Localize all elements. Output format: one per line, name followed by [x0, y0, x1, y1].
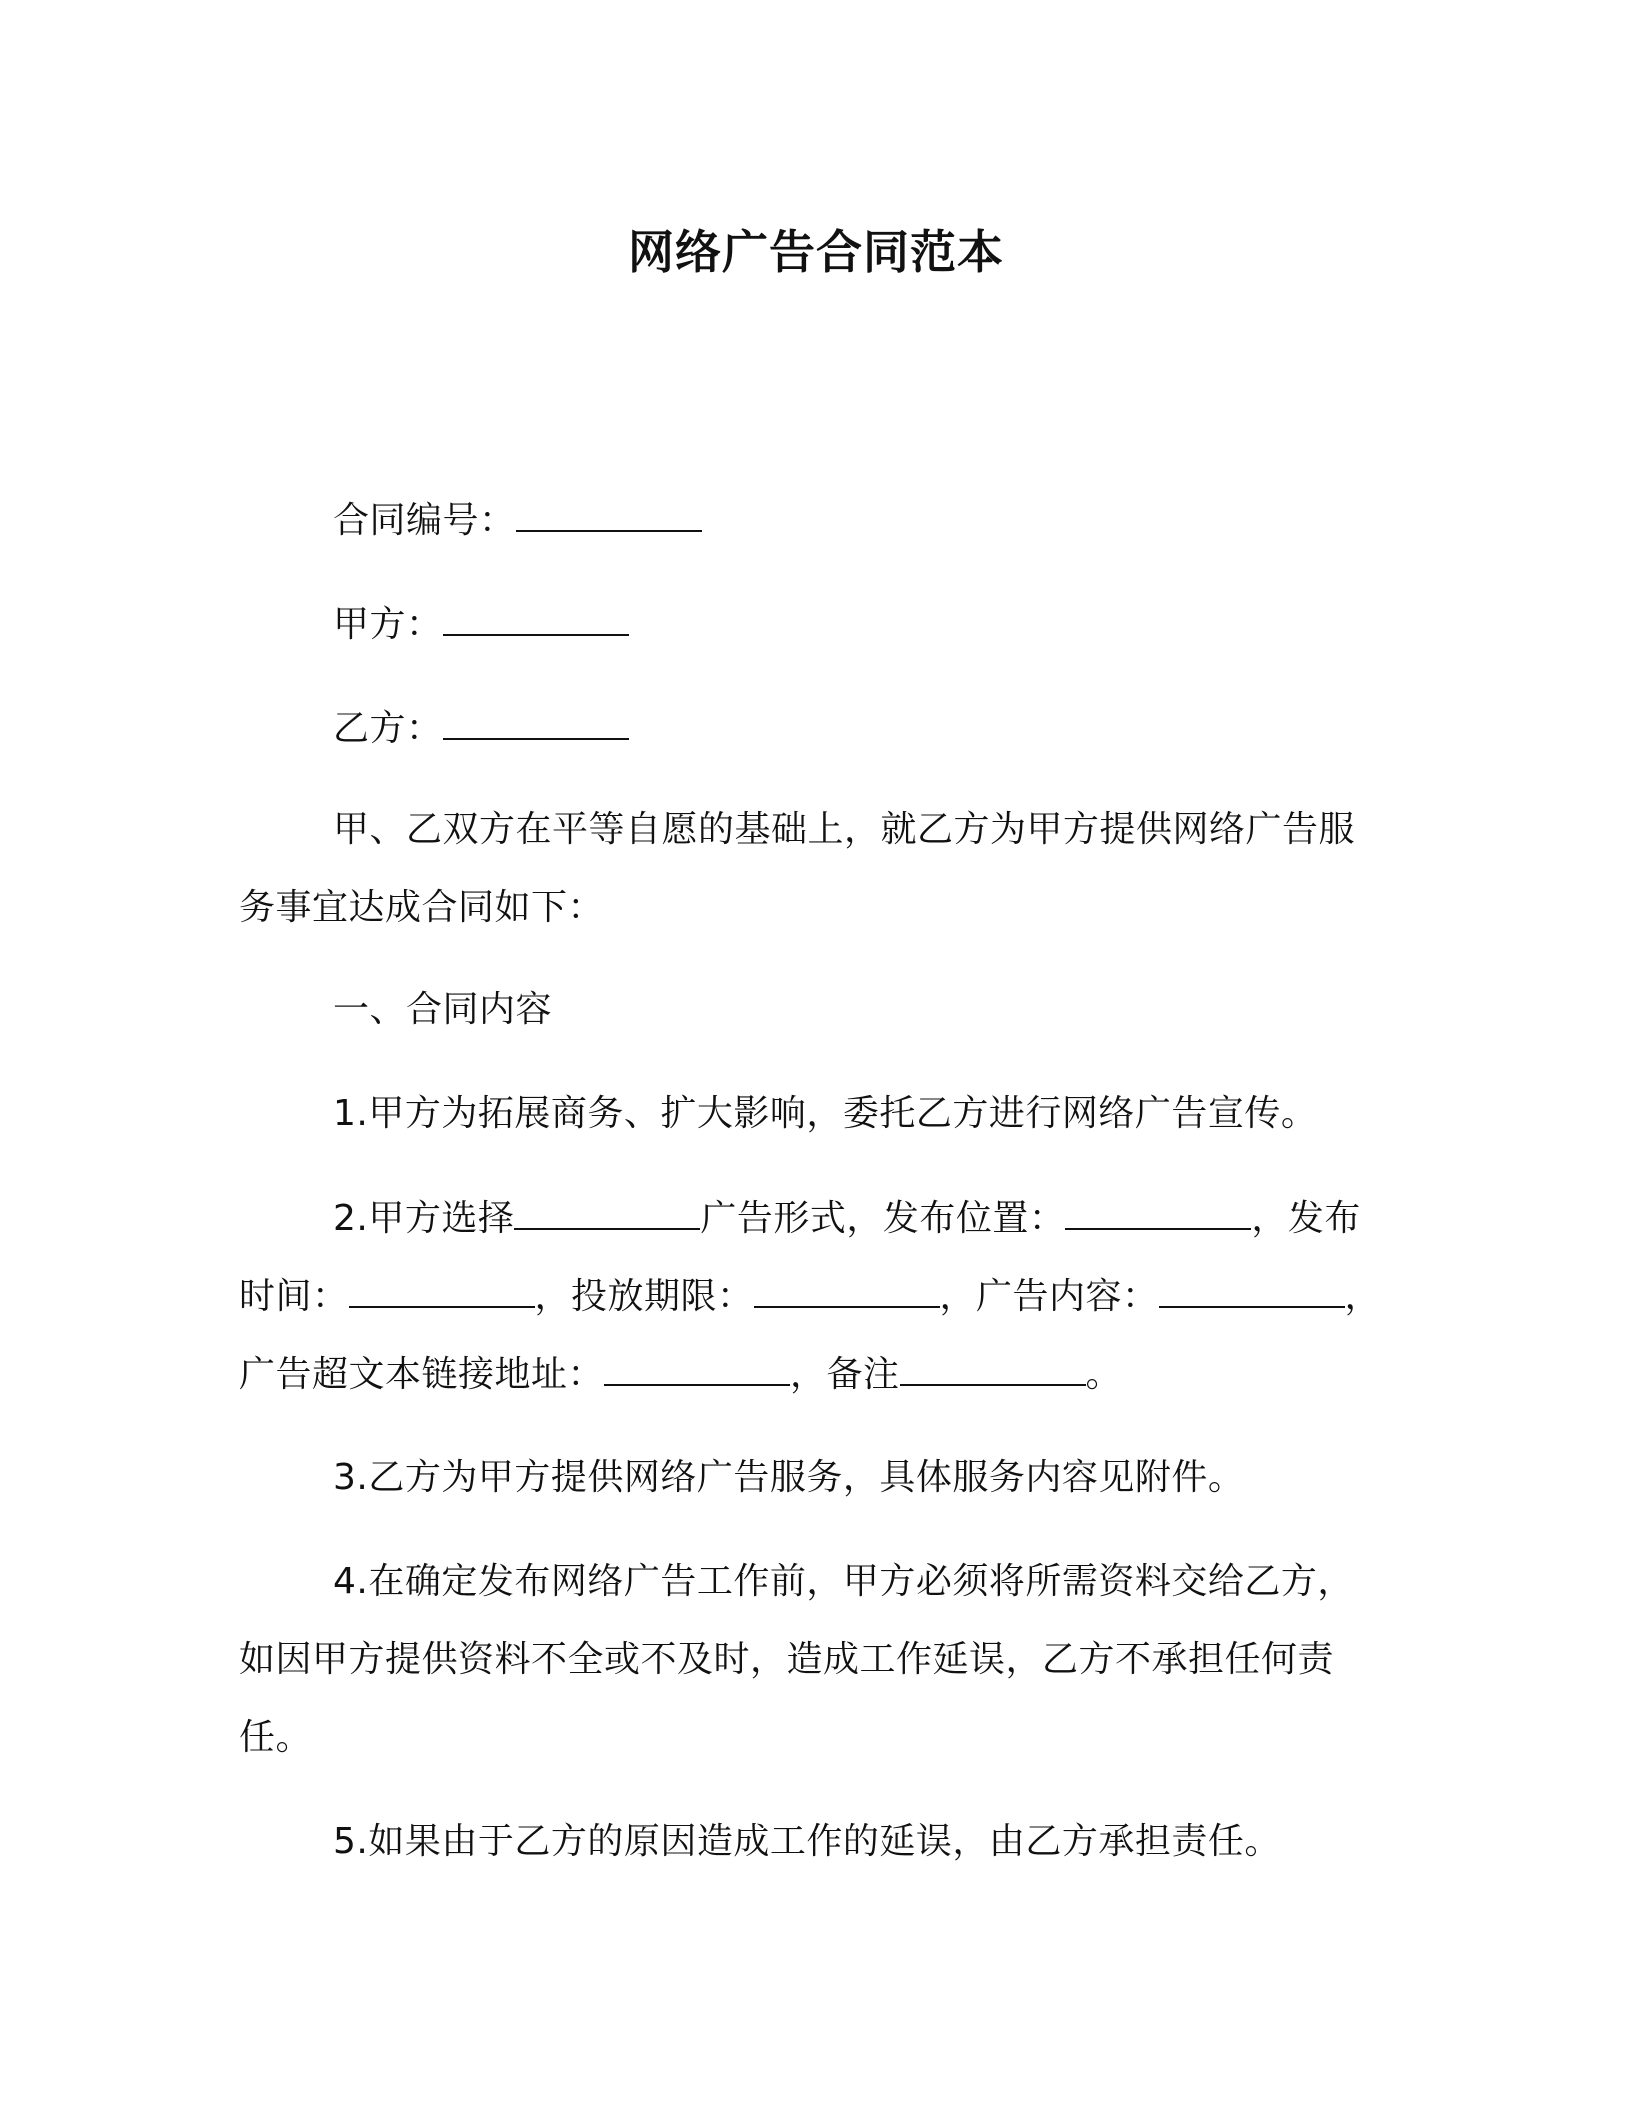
clause-4-line-1: 4.在确定发布网络广告工作前，甲方必须将所需资料交给乙方，: [333, 1561, 1354, 1602]
remark-blank: [900, 1350, 1086, 1386]
party-a-blank: [443, 600, 629, 636]
intro-line-1: 甲、乙双方在平等自愿的基础上，就乙方为甲方提供网络广告服: [333, 809, 1356, 850]
party-b-line: [333, 704, 629, 753]
clause-1: 1.甲方为拓展商务、扩大影响，委托乙方进行网络广告宣传。: [333, 1093, 1318, 1134]
party-a-label: 甲方：: [333, 604, 443, 645]
clause-2-text-d: 时间：: [239, 1276, 349, 1317]
ad-content-blank: [1159, 1272, 1345, 1308]
publish-time-blank: [349, 1272, 535, 1308]
clause-2-line-1: [333, 1194, 1361, 1243]
party-b-blank: [443, 704, 629, 740]
intro-line-2: 务事宜达成合同如下：: [239, 887, 605, 928]
clause-2-line-3: [239, 1350, 1122, 1399]
clause-3: 3.乙方为甲方提供网络广告服务，具体服务内容见附件。: [333, 1457, 1245, 1498]
hyperlink-blank: [604, 1350, 790, 1386]
clause-2-text-c: ，发布: [1251, 1198, 1361, 1239]
clause-5: 5.如果由于乙方的原因造成工作的延误，由乙方承担责任。: [333, 1821, 1281, 1862]
contract-number-line: [333, 496, 702, 545]
clause-4-line-3: 任。: [239, 1717, 313, 1758]
section-heading: 一、合同内容: [333, 989, 553, 1030]
ad-format-blank: [514, 1194, 700, 1230]
clause-2-text-j: 。: [1085, 1354, 1123, 1395]
clause-2-text-b: 广告形式，发布位置：: [700, 1198, 1066, 1239]
placement-blank: [1065, 1194, 1251, 1230]
clause-2-text-i: ，备注: [790, 1354, 900, 1395]
clause-2-text-e: ，投放期限：: [534, 1276, 754, 1317]
contract-number-blank: [516, 496, 702, 532]
page-title: 网络广告合同范本: [628, 225, 1004, 279]
clause-2-text-f: ，广告内容：: [939, 1276, 1159, 1317]
clause-2-text-a: 2.甲方选择: [333, 1198, 515, 1239]
clause-2-text-g: ，: [1344, 1276, 1382, 1317]
party-a-line: [333, 600, 629, 649]
clause-4-line-2: 如因甲方提供资料不全或不及时，造成工作延误，乙方不承担任何责: [239, 1639, 1335, 1680]
contract-number-label: 合同编号：: [333, 500, 516, 541]
duration-blank: [754, 1272, 940, 1308]
party-b-label: 乙方：: [333, 708, 443, 749]
clause-2-line-2: [239, 1272, 1381, 1321]
clause-2-text-h: 广告超文本链接地址：: [239, 1354, 605, 1395]
